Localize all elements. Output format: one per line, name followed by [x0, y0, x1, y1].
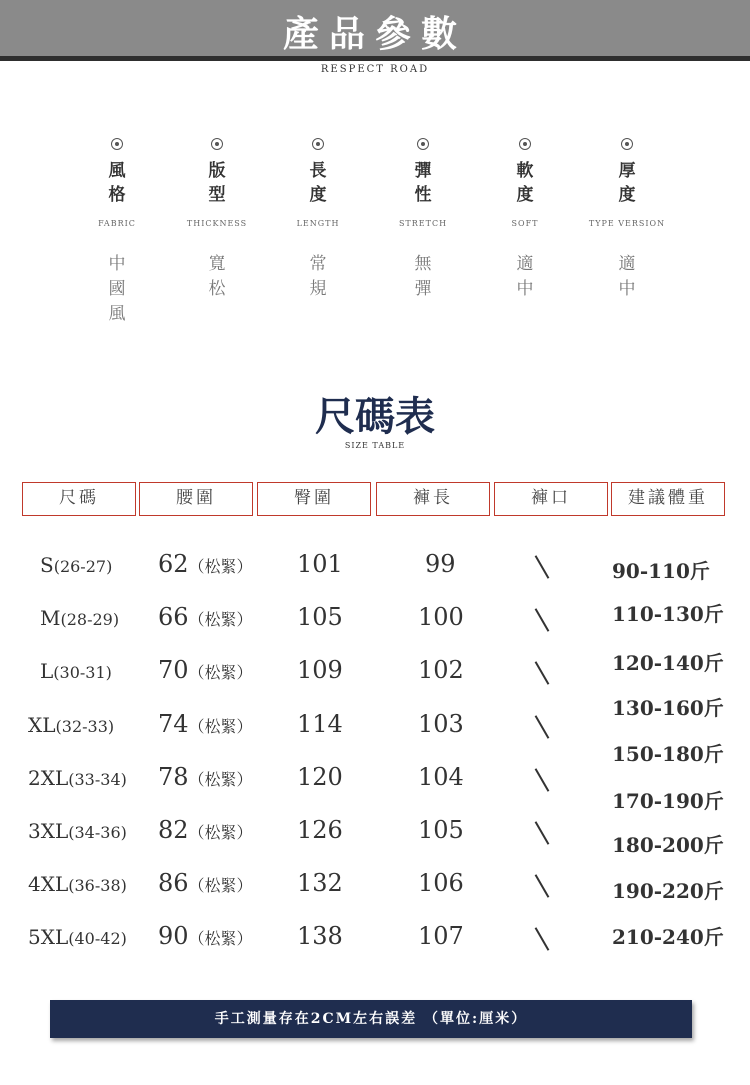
backslash-icon	[535, 608, 550, 632]
table-row-length: 105	[418, 816, 464, 844]
table-row-length: 107	[418, 922, 464, 950]
backslash-icon	[535, 768, 550, 792]
target-dot-icon	[312, 138, 324, 150]
size-waist-range: (28-29)	[60, 610, 120, 629]
param-value: 適中	[618, 254, 636, 299]
table-row-weight: 150-180斤	[612, 742, 724, 766]
backslash-icon	[535, 715, 550, 739]
backslash-icon	[535, 927, 550, 951]
table-row-waist	[158, 763, 253, 791]
table-row-weight: 170-190斤	[612, 789, 724, 813]
table-row-hip: 114	[297, 710, 343, 738]
param-column	[162, 135, 272, 302]
table-row-length: 103	[418, 710, 464, 738]
table-row-length: 99	[425, 550, 456, 578]
table-row-waist	[158, 869, 253, 897]
target-dot-icon	[621, 138, 633, 150]
table-row-weight: 180-200斤	[612, 833, 724, 857]
table-row-length: 106	[418, 869, 464, 897]
table-row-length: 104	[418, 763, 464, 791]
size-waist-range: (34-36)	[68, 823, 127, 842]
size-label: 4XL	[28, 872, 69, 896]
table-row-size	[28, 922, 127, 950]
param-value: 寬松	[208, 254, 226, 299]
param-label: 版型	[208, 161, 226, 205]
size-waist-range: (30-31)	[53, 663, 112, 682]
target-dot-icon	[519, 138, 531, 150]
table-row-hip: 138	[297, 922, 343, 950]
size-waist-range: (36-38)	[68, 876, 127, 895]
param-label: 軟度	[516, 161, 534, 205]
table-row-weight: 110-130斤	[612, 602, 724, 626]
table-row-size	[28, 816, 127, 844]
param-value: 常規	[309, 254, 327, 299]
param-column	[62, 135, 172, 327]
param-value: 適中	[516, 254, 534, 299]
table-row-waist	[158, 710, 253, 738]
waist-note: （松緊）	[188, 717, 253, 736]
param-english-label: THICKNESS	[186, 219, 248, 228]
table-row-length: 100	[418, 603, 464, 631]
param-value: 無彈	[414, 254, 432, 299]
param-english-label: SOFT	[511, 219, 539, 228]
param-column	[572, 135, 682, 302]
param-english-label: FABRIC	[98, 219, 136, 228]
size-label: 5XL	[28, 925, 69, 949]
size-waist-range: (32-33)	[55, 717, 115, 736]
table-header-cell: 建議體重	[611, 482, 725, 516]
waist-note: （松緊）	[188, 823, 253, 842]
waist-note: （松緊）	[188, 929, 253, 948]
table-row-waist	[158, 550, 253, 578]
param-column	[368, 135, 478, 302]
table-row-size	[28, 869, 127, 897]
size-waist-range: (26-27)	[53, 557, 113, 576]
page-title: 產品參數	[282, 13, 467, 55]
param-label: 風格	[108, 161, 126, 205]
param-english-label: STRETCH	[398, 219, 448, 228]
param-label: 彈性	[414, 161, 432, 205]
size-label: XL	[28, 713, 56, 737]
table-row-hip: 132	[297, 869, 343, 897]
table-row-hip: 101	[297, 550, 343, 578]
target-dot-icon	[417, 138, 429, 150]
table-row-size	[40, 550, 112, 578]
table-row-hip: 105	[297, 603, 343, 631]
table-header-cell: 褲長	[376, 482, 490, 516]
size-waist-range: (33-34)	[68, 770, 127, 789]
backslash-icon	[535, 555, 550, 579]
target-dot-icon	[211, 138, 223, 150]
backslash-icon	[535, 874, 550, 898]
table-row-size	[28, 763, 127, 791]
param-english-label: LENGTH	[296, 219, 340, 228]
table-row-weight: 190-220斤	[612, 879, 724, 903]
size-waist-range: (40-42)	[68, 929, 127, 948]
table-header-cell: 腰圍	[139, 482, 253, 516]
table-row-size	[40, 603, 119, 631]
page-subtitle: RESPECT ROAD	[320, 64, 430, 75]
waist-value: 70	[158, 656, 189, 684]
target-dot-icon	[111, 138, 123, 150]
size-label: L	[40, 659, 54, 683]
waist-note: （松緊）	[188, 557, 253, 576]
param-label: 厚度	[618, 161, 636, 205]
waist-value: 78	[158, 763, 189, 791]
size-table-subtitle: SIZE TABLE	[344, 441, 406, 450]
table-row-waist	[158, 816, 253, 844]
param-column	[263, 135, 373, 302]
table-row-size	[28, 710, 114, 738]
table-row-weight: 130-160斤	[612, 696, 724, 720]
table-row-waist	[158, 656, 253, 684]
waist-note: （松緊）	[188, 663, 253, 682]
table-row-size	[40, 656, 112, 684]
waist-value: 66	[158, 603, 189, 631]
table-row-waist	[158, 922, 253, 950]
param-value: 中國風	[108, 254, 126, 324]
size-label: 3XL	[28, 819, 69, 843]
waist-value: 74	[158, 710, 189, 738]
backslash-icon	[535, 821, 550, 845]
param-column	[470, 135, 580, 302]
table-row-waist	[158, 603, 253, 631]
waist-value: 86	[158, 869, 189, 897]
table-extra-weight: 210-240斤	[612, 925, 724, 949]
size-label: 2XL	[28, 766, 69, 790]
table-header-cell: 褲口	[494, 482, 608, 516]
table-row-hip: 120	[297, 763, 343, 791]
param-english-label: TYPE VERSION	[588, 219, 666, 228]
table-row-weight: 90-110斤	[612, 559, 710, 583]
measurement-note: 手工測量存在2CM左右誤差 （單位:厘米）	[50, 1000, 692, 1038]
size-table-title: 尺碼表	[315, 393, 435, 440]
backslash-icon	[535, 661, 550, 685]
waist-value: 62	[158, 550, 189, 578]
waist-value: 82	[158, 816, 189, 844]
table-row-hip: 109	[297, 656, 343, 684]
waist-value: 90	[158, 922, 189, 950]
size-label: S	[40, 553, 54, 577]
size-label: M	[40, 606, 61, 630]
waist-note: （松緊）	[188, 610, 253, 629]
table-row-weight: 120-140斤	[612, 651, 724, 675]
table-row-length: 102	[418, 656, 464, 684]
table-row-hip: 126	[297, 816, 343, 844]
waist-note: （松緊）	[188, 770, 253, 789]
waist-note: （松緊）	[188, 876, 253, 895]
table-header-cell: 尺碼	[22, 482, 136, 516]
table-header-cell: 臀圍	[257, 482, 371, 516]
param-label: 長度	[309, 161, 327, 205]
